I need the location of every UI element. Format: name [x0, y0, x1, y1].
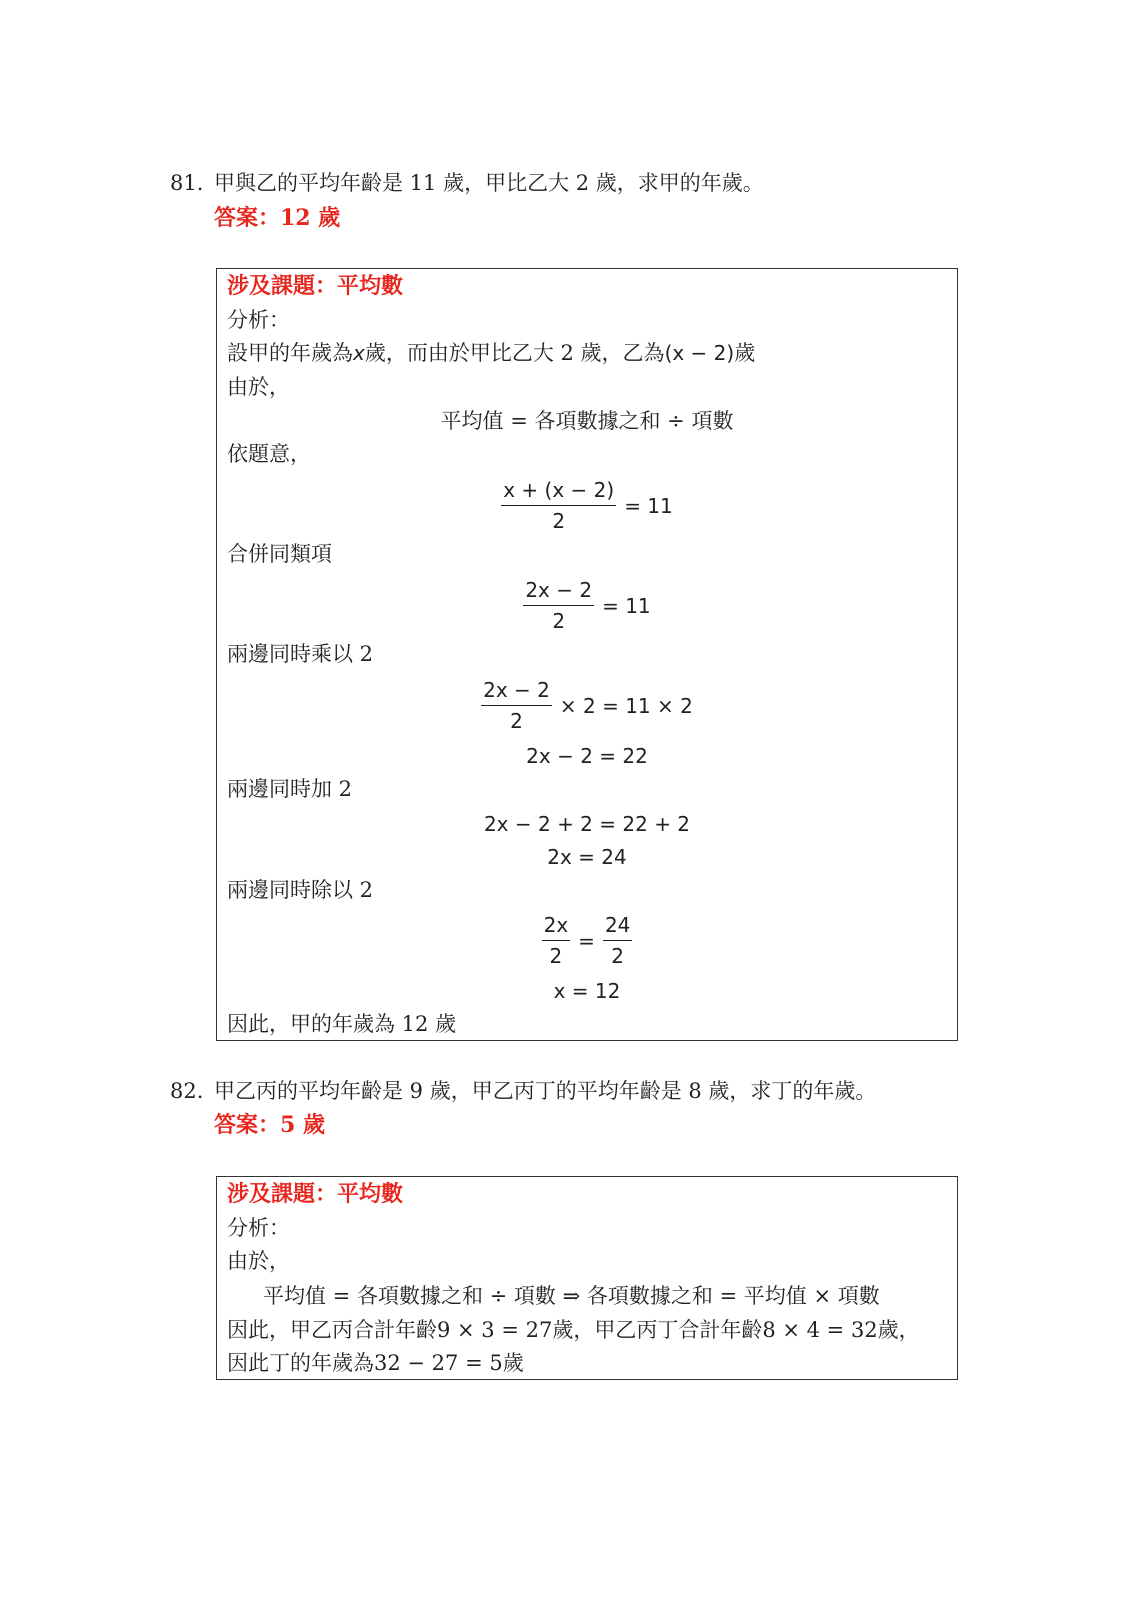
add-label: 兩邊同時加 2 [227, 777, 353, 801]
equation-2: $\frac{2x - 2}{2}$ = 11 [217, 575, 957, 636]
topic-label: 涉及課題：平均數 [227, 273, 404, 299]
average-formula: 平均值 = 各項數據之和 ÷ 項數 ⇒ 各項數據之和 = 平均值 × 項數 [263, 1284, 880, 1308]
setup-variable: x [353, 341, 365, 365]
average-formula: 平均值 = 各項數據之和 ÷ 項數 [440, 409, 734, 433]
equation-3: $\frac{2x - 2}{2}$ × 2 = 11 × 2 [217, 675, 957, 736]
solution-box-82 [216, 1176, 958, 1380]
fraction: $\frac{2x - 2}{2}$ [523, 575, 594, 636]
analysis-label: 分析： [227, 1216, 290, 1240]
analysis-label: 分析： [227, 308, 290, 332]
fraction: $\frac{x + (x - 2)}{2}$ [501, 475, 616, 536]
setup-expression: (x − 2) [664, 341, 735, 365]
fraction: $\frac{24}{2}$ [603, 910, 632, 971]
since-label: 由於， [227, 375, 290, 399]
question-text: 甲乙丙的平均年齡是 9 歲，甲乙丙丁的平均年齡是 8 歲，求丁的年歲。 [214, 1079, 877, 1103]
conclusion: 因此，甲的年歲為 12 歲 [227, 1012, 457, 1036]
combine-label: 合併同類項 [227, 542, 332, 566]
setup-text-3: 歲 [734, 341, 756, 365]
equation-4: 2x − 2 = 22 [526, 744, 648, 768]
answer-82: 答案：5 歲 [214, 1112, 325, 1138]
question-81 [170, 168, 764, 198]
question-number: 81. [170, 171, 204, 195]
solution-box-81 [216, 268, 958, 1041]
equation-5: 2x − 2 + 2 = 22 + 2 [483, 812, 691, 836]
equation-7: $\frac{2x}{2}$ = $\frac{24}{2}$ [217, 910, 957, 971]
equation-8: x = 12 [553, 979, 621, 1003]
answer-81: 答案：12 歲 [214, 205, 341, 231]
setup-text: 設甲的年歲為 [227, 341, 353, 365]
fraction: $\frac{2x}{2}$ [542, 910, 571, 971]
setup-line [227, 338, 755, 368]
since-label: 由於， [227, 1249, 290, 1273]
equation-6: 2x = 24 [547, 845, 627, 869]
total-age-line: 因此，甲乙丙合計年齡9 × 3 = 27歲，甲乙丙丁合計年齡8 × 4 = 32歲， [227, 1318, 920, 1342]
multiply-label: 兩邊同時乘以 2 [227, 642, 374, 666]
divide-label: 兩邊同時除以 2 [227, 878, 374, 902]
question-text: 甲與乙的平均年齡是 11 歲，甲比乙大 2 歲，求甲的年歲。 [214, 171, 764, 195]
fraction: $\frac{2x - 2}{2}$ [481, 675, 552, 736]
question-number: 82. [170, 1079, 204, 1103]
by-question-label: 依題意， [227, 442, 311, 466]
conclusion: 因此丁的年歲為32 − 27 = 5歲 [227, 1351, 524, 1375]
topic-label: 涉及課題：平均數 [227, 1181, 404, 1207]
setup-text-2: 歲，而由於甲比乙大 2 歲，乙為 [364, 341, 665, 365]
equation-1: $\frac{x + (x - 2)}{2}$ = 11 [217, 475, 957, 536]
question-82 [170, 1076, 876, 1106]
